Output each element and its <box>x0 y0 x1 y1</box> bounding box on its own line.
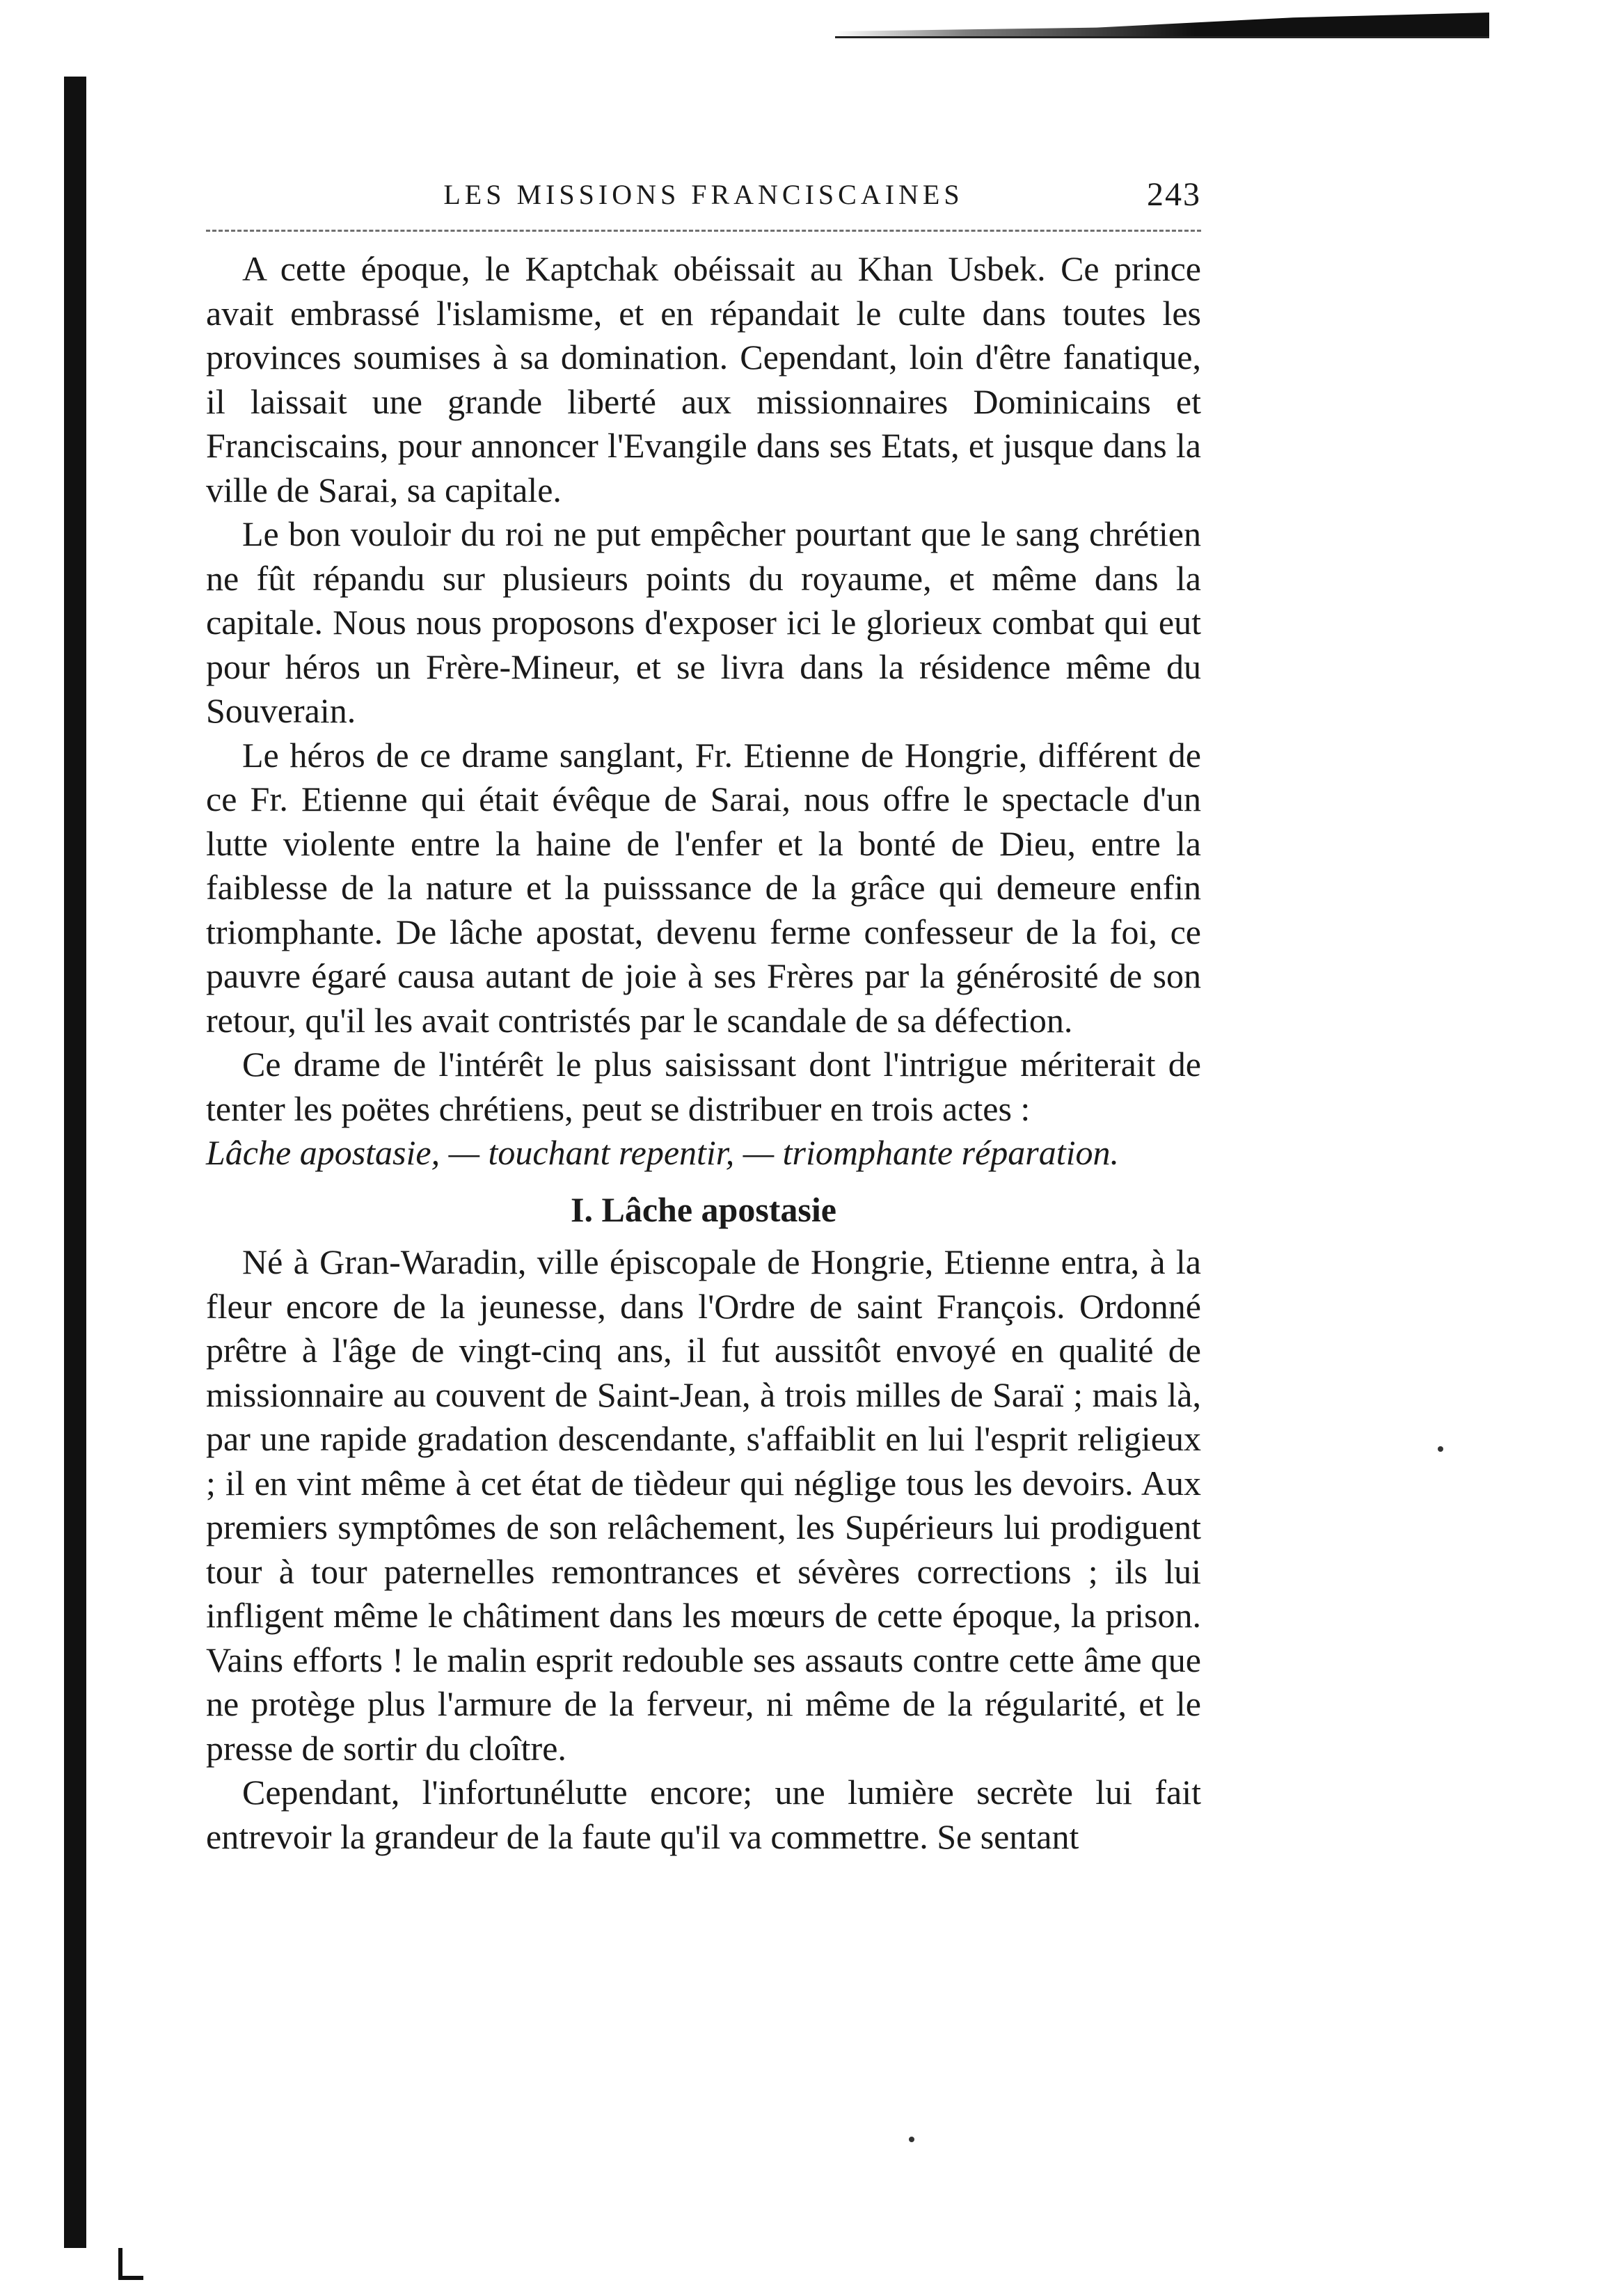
section-paragraph-1: Né à Gran-Waradin, ville épiscopale de Hongrie, Etienne entra, à la fleur encore de la jeunesse, dans l'Ordre de saint François. Ordonné prêtre à l'âge de vingt-cinq ans, il fut aussitôt envoyé en qualité de missionnaire au couvent de Saint-Jean, à trois milles de Saraï ; mais là, par une rapide gradation descendante, s'affaiblit en lui l'esprit religieux ; il en vint même à cet état de tièdeur qui néglige tous les devoirs. Aux premiers symptômes de son relâchement, les Supérieurs lui prodiguent tour à tour paternelles remontrances et sévères corrections ; ils lui infligent même le châtiment dans les mœurs de cette époque, la prison. Vains efforts ! le malin esprit redouble ses assauts contre cette âme que ne protège plus l'armure de la ferveur, ni même de la régularité, et le presse de sortir du cloître. <box>206 1242 1201 1768</box>
header-rule <box>206 230 1201 232</box>
binding-corner-mark <box>118 2248 143 2280</box>
top-edge-rule <box>835 36 1489 38</box>
section-paragraph-2: Cependant, l'infortunélutte encore; une lumière secrète lui fait entrevoir la grandeur de la faute qu'il va commettre. Se sentant <box>206 1773 1201 1856</box>
three-acts-line: Lâche apostasie, — touchant repentir, — triomphante réparation. <box>206 1133 1119 1172</box>
page-number: 243 <box>1147 176 1201 213</box>
running-head <box>206 167 1201 223</box>
paragraph-4: Ce drame de l'intérêt le plus saisissant dont l'intrigue mériterait de tenter les poëtes chrétiens, peut se distribuer en trois actes : <box>206 1045 1201 1128</box>
binding-shadow-bar <box>64 77 86 2248</box>
speck-mark <box>1438 1446 1443 1452</box>
paragraph-1: A cette époque, le Kaptchak obéissait au Khan Usbek. Ce prince avait embrassé l'islamisme, et en répandait le culte dans toutes les provinces soumises à sa domination. Cependant, loin d'être fanatique, il laissait une grande liberté aux missionnaires Dominicains et Franciscains, pour annoncer l'Evangile dans ses Etats, et jusque dans la ville de Sarai, sa capitale. <box>206 249 1201 509</box>
speck-mark <box>909 2137 914 2142</box>
top-edge-shadow <box>835 13 1489 38</box>
running-head-title: LES MISSIONS FRANCISCAINES <box>443 179 964 210</box>
section-heading: I. Lâche apostasie <box>571 1189 836 1229</box>
paragraph-2: Le bon vouloir du roi ne put empêcher pourtant que le sang chrétien ne fût répandu sur plusieurs points du royaume, et même dans la capitale. Nous nous proposons d'exposer ici le glorieux combat qui eut pour héros un Frère-Mineur, et se livra dans la résidence même du Souverain. <box>206 514 1201 730</box>
book-page <box>206 167 1201 1859</box>
paragraph-3: Le héros de ce drame sanglant, Fr. Etienne de Hongrie, différent de ce Fr. Etienne qui était évêque de Sarai, nous offre le spectacle d'un lutte violente entre la haine de l'enfer et la bonté de Dieu, entre la faiblesse de la nature et la puisssance de la grâce qui demeure enfin triomphante. De lâche apostat, devenu ferme confesseur de la foi, ce pauvre égaré causa autant de joie à ses Frères par la générosité de son retour, qu'il les avait contristés par le scandale de sa défection. <box>206 735 1201 1040</box>
